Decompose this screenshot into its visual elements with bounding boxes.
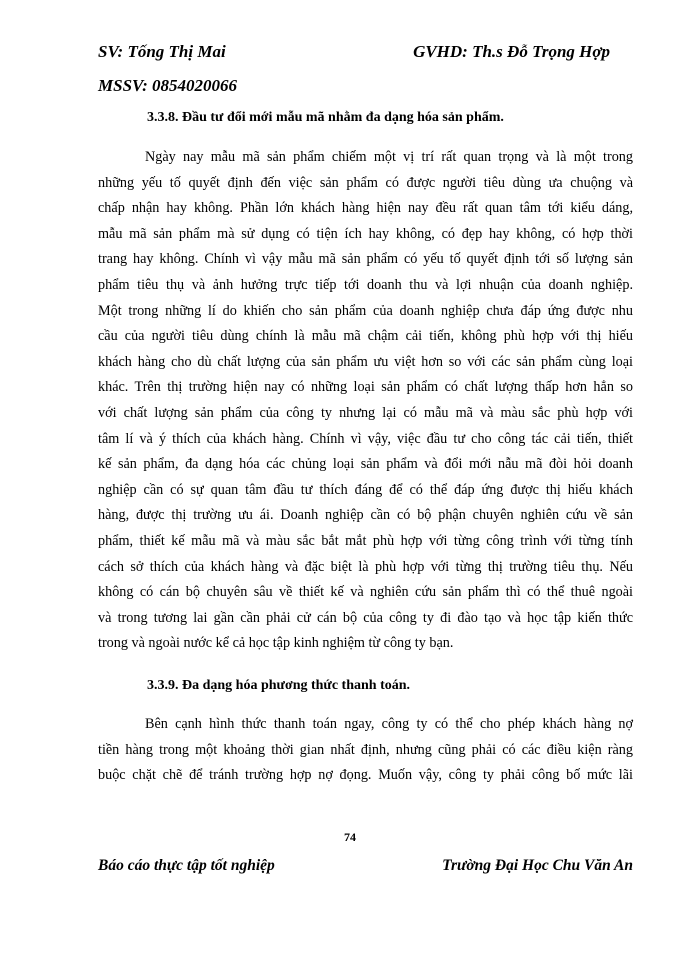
text-line: trang hay không. Chính vì vậy mẫu mã sản phẩm có yếu tố quyết định tới số lượng sản <box>98 251 633 268</box>
section-3-3-8-heading: 3.3.8. Đầu tư đổi mới mẫu mã nhằm đa dạng hóa sản phẩm. <box>147 110 504 125</box>
footer-report-title: Báo cáo thực tập tốt nghiệp <box>98 857 275 874</box>
text-line: phẩm, thiết kế mẫu mã và màu sắc bắt mắt phù hợp với từng công trình với từng tính <box>98 532 633 549</box>
text-line: mẫu mã sản phẩm mà sử dụng có tiện ích hay không, có đẹp hay không, có hợp thời <box>98 225 633 242</box>
text-line: cầu của người tiêu dùng chính là mẫu mã chậm cải tiến, không phù hợp với thị hiếu <box>98 328 633 345</box>
student-id: MSSV: 0854020066 <box>98 76 238 95</box>
text-line: cách sở thích của khách hàng và đặc biệt là phù hợp với từng thị trường tiêu thụ. Nếu <box>98 558 633 575</box>
student-name: SV: Tống Thị Mai <box>98 42 226 61</box>
text-line: Bên cạnh hình thức thanh toán ngay, công ty có thể cho phép khách hàng nợ <box>145 716 633 732</box>
page-number: 74 <box>344 830 356 844</box>
text-line: kế sản phẩm, đa dạng hóa các chủng loại sản phẩm và đổi mới nẫu mã đòi hỏi doanh <box>98 456 633 473</box>
text-line: không có cán bộ chuyên sâu về thiết kế và nghiên cứu sản phẩm thì có thể thuê ngoài <box>98 584 633 601</box>
text-line: tâm lí và ý thích của khách hàng. Chính vì vậy, việc đầu tư cho công tác cải tiến, thiết <box>98 430 633 447</box>
advisor-name: GVHD: Th.s Đỗ Trọng Hợp <box>413 42 610 61</box>
text-line: tiền hàng trong một khoảng thời gian nhất định, nhưng cũng phải có các điều kiện ràng <box>98 741 633 758</box>
text-line: trong và ngoài nước kể cả học tập kinh nghiệm từ công ty bạn. <box>98 635 454 652</box>
text-line: và trong tương lai gần cần phải cử cán bộ của công ty đi đào tạo và học tập kiến thức <box>98 609 633 626</box>
text-line: Ngày nay mẫu mã sản phẩm chiếm một vị trí rất quan trọng và là một trong <box>145 149 633 165</box>
text-line: khác. Trên thị trường hiện nay có những loại sản phẩm có chất lượng thấp hơn hẳn so <box>98 379 633 396</box>
section-3-3-8-body <box>98 145 633 657</box>
section-3-3-9-heading: 3.3.9. Đa dạng hóa phương thức thanh toán. <box>147 678 411 693</box>
text-line: nghiệp cần có sự quan tâm đầu tư thích đáng để có thể đáp ứng được thị hiếu khách <box>98 481 633 498</box>
text-line: phẩm tiêu thụ và ảnh hưởng trực tiếp tới doanh thu và lợi nhuận của doanh nghiệp. <box>98 276 633 293</box>
section-3-3-9-body <box>98 712 633 789</box>
footer-university: Trường Đại Học Chu Văn An <box>442 857 633 874</box>
text-line: với chất lượng sản phẩm của công ty nhưng lại có mẫu mã và màu sắc phù hợp với <box>98 404 633 421</box>
text-line: Một trong những lí do khiến cho sản phẩm của doanh nghiệp chưa đáp ứng được nhu <box>98 302 633 319</box>
text-line: hàng, được thị trường ưu ái. Doanh nghiệp cần có bộ phận chuyên nghiên cứu về sản <box>98 507 633 524</box>
text-line: những yếu tố quyết định đến việc sản phẩm có được người tiêu dùng ưa chuộng và <box>98 174 633 191</box>
text-line: chấp nhận hay không. Phần lớn khách hàng hiện nay đều rất quan tâm tới kiểu dáng, <box>98 200 633 217</box>
text-line: buộc chặt chẽ để tránh trường hợp nợ đọng. Muốn vậy, công ty phải công bố mức lãi <box>98 767 633 784</box>
text-line: khách hàng cho dù chất lượng của sản phẩm ưu việt hơn so với các sản phẩm cùng loại <box>98 353 633 370</box>
